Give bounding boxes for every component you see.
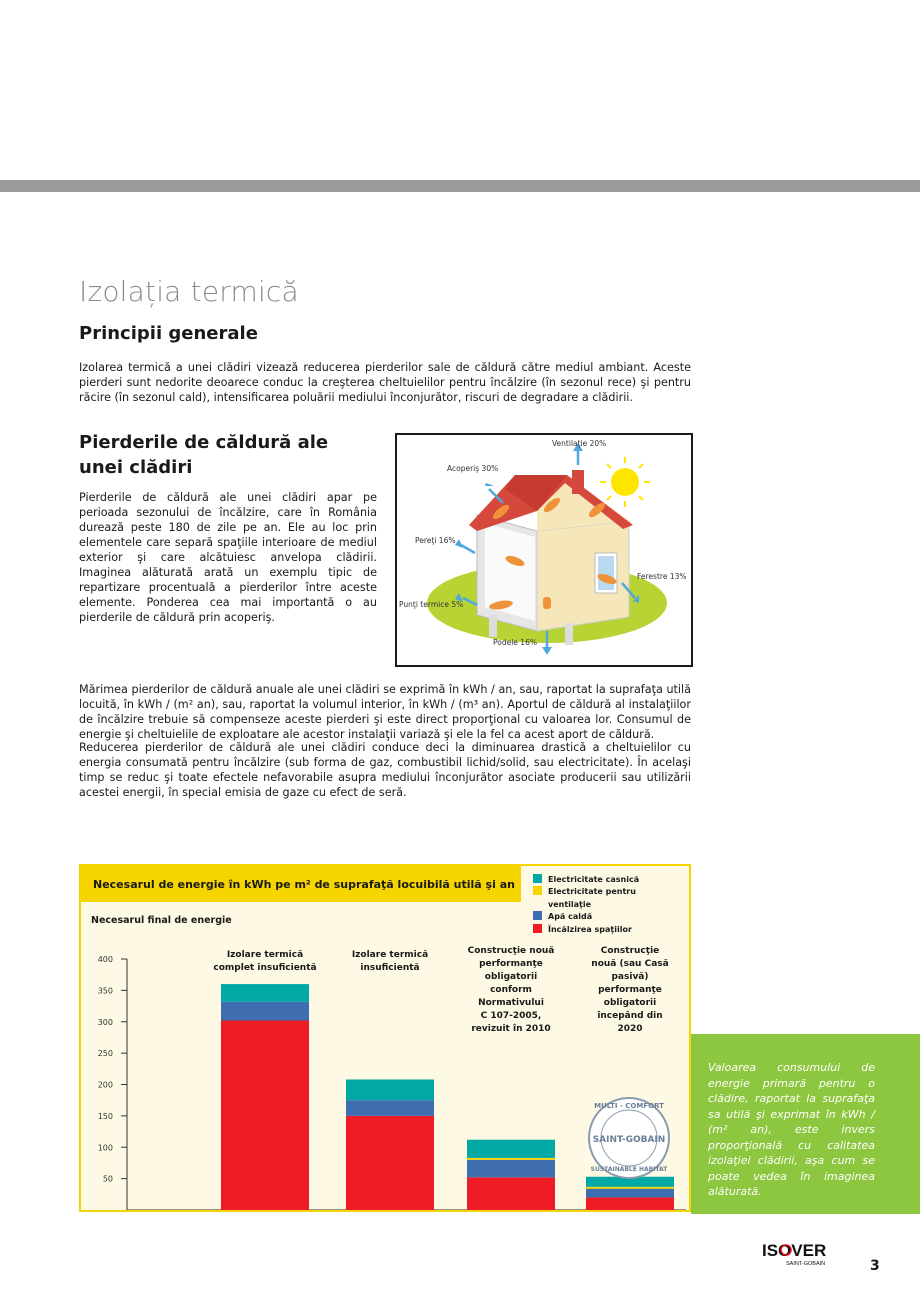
bar-segment (586, 1197, 674, 1210)
y-tick-label: 100 (97, 1143, 113, 1153)
body-paragraph-1: Mărimea pierderilor de căldură anuale ale unei clădiri se exprimă în kWh / an, sau, raportat la suprafaţa utilă locuită, în kWh / (m² an), sau, raportat la volumul interior, în kWh / (m³ an). Aportul de căldură al instalaţiilor de încălzire trebuie să compenseze aceste pierderi şi este direct proporţional cu valoarea lor. Consumul de energie şi cheltuielile de exploatare ale acestor instalaţii variază şi ele la fel ca acest aport de căldură. (79, 683, 691, 741)
category-label: performanţe (598, 985, 662, 995)
energy-demand-chart (79, 864, 691, 1212)
category-label: conform (490, 985, 532, 995)
y-tick-label: 50 (102, 1174, 113, 1184)
category-label: Izolare termică (351, 950, 429, 960)
label-podele: Podele 16% (493, 638, 537, 647)
category-label: nouă (sau Casă (591, 959, 669, 969)
bar-segment (221, 1020, 309, 1210)
bar-segment (467, 1160, 555, 1178)
legend-swatch (533, 924, 542, 933)
legend-label: Apă caldă (548, 912, 593, 921)
category-label: 2020 (617, 1024, 643, 1034)
energy-demand-chart-svg (81, 866, 691, 1212)
page-number: 3 (870, 1258, 880, 1274)
page-title: Izolația termică (79, 275, 299, 308)
bar-segment (586, 1187, 674, 1189)
y-tick-label: 300 (97, 1017, 113, 1027)
y-tick-label: 350 (97, 986, 113, 996)
body-paragraph-2: Reducerea pierderilor de căldură ale unei clădiri conduce deci la diminuarea drastică a cheltuielilor cu energia consumată pentru încălzire (sub forma de gaz, combustibil lichid/solid, sau electricitate). În acelaşi timp se reduc şi toate efectele nefavorabile asupra mediului înconjurător asociate producerii sau utilizării acestei energii, în special emisia de gaze cu efect de seră. (79, 741, 691, 799)
category-label: performanţe (479, 959, 543, 969)
side-note-text: Valoarea consumului de energie primară pentru o clădire, raportat la suprafaţa sa utilă şi exprimat în kWh / (m² an), este invers proporţională cu calitatea izolaţiei clădirii, aşa cum se poate vedea în imaginea alăturată. (708, 1061, 875, 1198)
category-label: complet insuficientă (213, 963, 317, 973)
bar-segment (221, 984, 309, 1002)
bar-segment (346, 1116, 434, 1210)
heat-loss-paragraph: Pierderile de căldură ale unei clădiri apar pe perioada sezonului de încălzire, care în România durează peste 180 de zile pe an. Ele au loc prin elementele care separă spaţiile interioare de mediul exterior şi care alcătuiesc anvelopa clădirii. Imaginea alăturată arată un exemplu tipic de repartizare procentuală a pierderilor între aceste elemente. Ponderea cea mai importantă o au pierderile de căldură prin acoperiş. (79, 491, 377, 624)
isover-logo (762, 1241, 832, 1267)
y-tick-label: 150 (97, 1111, 113, 1121)
category-label: Izolare termică (226, 950, 304, 960)
badge-top-text: MULTI - COMFORT (594, 1102, 664, 1110)
category-label: începând din (597, 1011, 663, 1021)
badge-middle-text: SAINT-GOBAIN (592, 1135, 666, 1145)
intro-paragraph: Izolarea termică a unei clădiri vizează reducerea pierderilor sale de căldură către mediul ambiant. Aceste pierderi sunt nedorite deoarece conduc la creşterea cheltuielilor pentru încălzire (în sezonul rece) şi pentru răcire (în sezonul cald), intensificarea poluării mediului înconjurător, riscuri de degradare a clădirii. (79, 361, 691, 404)
bar-segment (467, 1158, 555, 1160)
legend-label: ventilaţie (548, 900, 592, 909)
y-tick-label: 200 (97, 1080, 113, 1090)
label-ferestre: Ferestre 13% (637, 572, 687, 581)
sun-icon (600, 457, 650, 507)
legend-label: Electricitate casnică (548, 875, 640, 884)
label-acoperis: Acoperiş 30% (447, 464, 499, 473)
legend-label: Electricitate pentru (548, 887, 636, 896)
category-label: C 107-2005, (480, 1011, 542, 1021)
category-label: revizuit în 2010 (471, 1024, 551, 1034)
y-tick-label: 250 (97, 1049, 113, 1059)
section-subtitle: Principii generale (79, 323, 258, 344)
bar-segment (221, 1002, 309, 1021)
svg-text:SAINT-GOBAIN: SAINT-GOBAIN (786, 1261, 826, 1267)
bar-segment (586, 1189, 674, 1198)
category-label: obligatorii (603, 998, 657, 1008)
legend-label: Încălzirea spaţiilor (548, 925, 632, 934)
label-punti-termice: Punţi termice 5% (399, 600, 464, 609)
category-label: Construcţie nouă (467, 946, 555, 956)
label-ventilatie: Ventilaţie 20% (552, 439, 607, 448)
bar-segment (346, 1100, 434, 1116)
heat-loss-heading: Pierderile de căldură ale unei clădiri (79, 432, 329, 478)
legend-swatch (533, 886, 542, 895)
top-divider-bar (0, 180, 920, 192)
y-tick-label: 400 (97, 955, 113, 964)
bar-segment (346, 1079, 434, 1100)
category-label: Construcţie (600, 946, 660, 956)
category-label: pasivă) (611, 972, 649, 982)
legend-swatch (533, 874, 542, 883)
category-label: insuficientă (360, 963, 420, 973)
house-heat-loss-illustration (395, 433, 693, 667)
category-label: obligatorii (484, 972, 538, 982)
label-pereti: Pereţi 16% (415, 536, 456, 545)
legend-swatch (533, 911, 542, 920)
category-label: Normativului (478, 998, 544, 1008)
bar-segment (467, 1177, 555, 1210)
svg-text:ISOVER: ISOVER (762, 1241, 827, 1260)
badge-bottom-text: SUSTAINABLE HABITAT (590, 1166, 668, 1173)
chart-title: Necesarul de energie în kWh pe m² de suprafaţă locuibilă utilă şi an (93, 878, 515, 891)
chart-ylabel: Necesarul final de energie (91, 915, 232, 926)
bar-segment (467, 1140, 555, 1158)
